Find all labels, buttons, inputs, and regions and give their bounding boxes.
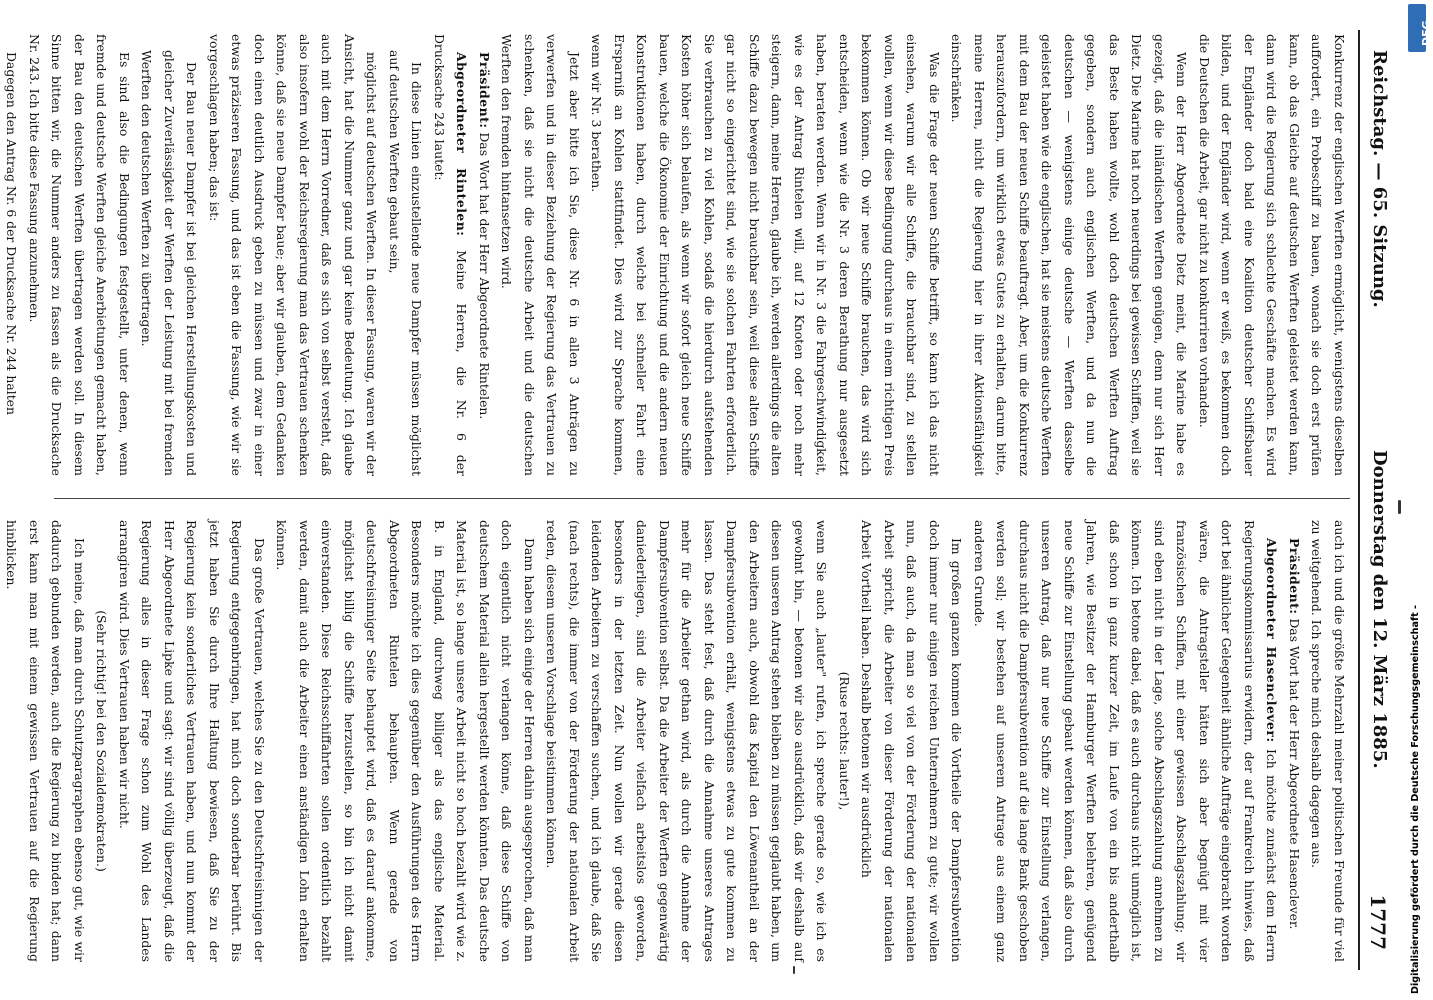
scanned-page: [4, 20, 1400, 980]
speech-text: Meine Herren, die Nr. 6 der Drucksache 243 lautet:: [432, 34, 470, 476]
dfg-logo: [1408, 4, 1433, 52]
page-header: [1358, 30, 1394, 970]
scan-speck: [1398, 500, 1401, 514]
president-remark: [1283, 520, 1306, 962]
quoted-text: Der Bau neuer Dampfer ist bei gleichen Herstellungskosten und gleicher Zuverlässigkeit der Werften der Leistung mit bei fremden Werften den deutschen Werften zu übertragen.: [139, 50, 200, 476]
speaker-name: Abgeordneter Rintelen:: [454, 52, 470, 237]
interjection: (Ruse rechts: lauter!),: [837, 671, 852, 811]
paragraph: Konkurrenz der englischen Werften ermöglicht, wenigstens dieselben auffordert, ein Probeschiff zu bauen, wonach sie doch erst prüfen kann, ob das Gleiche auf deutschen Werften geleistet werden kann, dann wird die Regierung sich schlechte Geschäfte machen. Es wird der Engländer doch bald eine Koalition deutscher Schiffsbauer bilden, und der Engländer wird, wenn er weiß, es bekommen doch die Deutschen die Arbeit, gar nicht zu konkurriren vorhanden.: [1197, 34, 1347, 476]
paragraph: auch ich und die größte Mehrzahl meiner politischen Freunde für viel zu weitgehend. Ich spreche mich deshalb dagegen aus.: [1309, 520, 1347, 962]
paragraph: Dann haben sich einige der Herren dahin ausgesprochen, daß man doch eigentlich nicht verlangen könne, daß diese Schiffe von deutschem Material allein hergestellt werden könnten. Das deutsche Material ist, so lange unsere Arbeit nicht so hoch bezahlt wird wie z. B. in England, durchweg billiger als das englische Material. Besonders möchte ich dies gegenüber den Ausführungen des Herrn Abgeordneten Rintelen behaupten. Wenn gerade von deutschfreisinniger Seite behauptet wird, daß es darauf ankomme, möglichst billig die Schiffe herzustellen, so bin ich nicht damit einverstanden. Diese Reichsschiffahrten sollen ordentlich bezahlt werden, damit auch die Arbeiter einen anständigen Lohn erhalten können.: [274, 520, 537, 962]
interjection: (Sehr richtig! bei den Sozialdemokraten.): [94, 610, 110, 872]
paragraph: möglichst auf deutschen Werften. In dieser Fassung, waren wir der Ansicht, hat die Nummer ganz und gar keine Bedeutung. Ich glaube auch mit dem Herrn Vorredner, daß es sich von selbst versteht, daß also insofern wohl der Reichsregierung man das Vertrauen schenken könne, daß sie neue Dampfer baue; aber wir glauben, dem Gedanken doch einen deutlich Ausdruck geben zu müssen und zwar in einer etwas präziseren Fassung, und das ist eben die Fassung, wie wir sie vorgeschlagen haben; das ist:: [207, 34, 380, 476]
speech-text: Ich möchte zunächst dem Herrn Regierungskommissarius erwidern, der auf Frankreich hinwies, daß dort bei ähnlicher Gelegenheit ähnliche Aufträge eingebracht worden wären, die Antragsteller hätten sich aber begnügt mit vier französischen Schiffen, mit einer gewissen Abschlagszahlung; wir sind eben nicht in der Lage, solche Abschlagszahlung annehmen zu können. Ich betone dabei, daß es auch durchaus nicht unmöglich ist, daß schon in ganz kurzer Zeit, im Laufe von ein bis anderthalb Jahren, wie Besitzer der Hamburger Werften belehren, genügend neue Schiffe zur Einstellung gebaut werden können, daß also durch unseren Antrag, daß nur neue Schiffe zur Einstellung verlangen, durchaus nicht die Dampfersubvention auf die lange Bank geschoben werden soll; wir bestehen auf unserem Antrage aus einem ganz anderen Grunde.: [972, 520, 1280, 962]
paragraph: Im großen ganzen kommen die Vortheile der Dampfersubvention doch immer nur einigen reichen Unternehmern zu gute; wir wollen nun, daß auch, da man so viel von der Förderung der nationalen Arbeit spricht, die Arbeiter von dieser Förderung der nationalen Arbeit Vortheil haben. Deshalb betonen wir ausdrücklich: [859, 520, 965, 962]
left-column: [4, 34, 1350, 476]
speaker-name: Präsident:: [1287, 538, 1302, 615]
digitization-sidebar: [1402, 0, 1432, 1000]
speaker-name: Abgeordneter Hasenclever:: [1264, 538, 1280, 743]
paragraph: Das große Vertrauen, welches Sie zu den Deutschfreisinnigen der Regierung entgegenbringen, hat mich doch sonderbar berührt. Bis jetzt haben Sie durch Ihre Haltung bewiesen, daß Sie zu der Regierung kein sonderliches Vertrauen haben, und nun kommt der Herr Abgeordnete Lipke und sagt: wir sind völlig überzeugt, daß die Regierung alles in dieser Frage schon zum Wohl des Landes arrangiren wird. Dies Vertrauen haben wir nicht.: [117, 520, 267, 962]
rintelen-speech: [428, 34, 473, 476]
header-date: Donnerstag den 12. März 1885.: [1369, 450, 1390, 769]
speech-text: Das Wort hat der Herr Abgeordnete Hasenclever.: [1287, 618, 1302, 930]
paragraph: Ich meine, daß man durch Schutzparagraphen ebenso gut, wie wir dadurch gebunden werden, auch die Regierung zu binden hat; dann erst kann man mit einem gewissen Vertrauen auf die Regierung hinblicken.: [4, 520, 87, 962]
right-column: [4, 520, 1350, 962]
funding-note: Digitalisierung gefördert durch die Deutsche Forschungsgemeinschaft -: [1410, 604, 1421, 994]
scan-speck: [793, 966, 795, 974]
paragraph: Jetzt aber bitte ich Sie, diese Nr. 6 in allen 3 Anträgen zu verwerfen und in dieser Beziehung der Regierung das Vertrauen zu schenken, daß sie nicht die deutsche Arbeit und die deutschen Werften den fremden hintansetzen wird.: [499, 34, 582, 476]
paragraph: Wenn der Herr Abgeordnete Dietz meint, die Marine habe es gezeigt, daß die inländischen Werften genügen, denn nur sich Herr Dietz. Die Marine hat noch neuerdings bei gewissen Schiffen, weil sie das Beste haben wollte, wohl doch deutschen Werften Auftrag gegeben, sondern auch englischen Werften, und da nun die deutschen — wenigstens einige deutsche — Werften dasselbe geleistet haben wie die englischen, hat sie meistens deutsche Werften mit dem Bau der neuen Schiffe beauftragt. Aber, um die Konkurrenz herauszufordern, um wirklich etwas Gutes zu erhalten, darum bitte, meine Herren, nicht die Regierung hier in ihrer Aktionsfähigkeit einschränken.: [949, 34, 1190, 476]
speaker-name: Präsident:: [477, 52, 492, 129]
paragraph: Es sind also die Bedingungen festgestellt, unter denen, wenn fremde und deutsche Werften gleiche Anerbietungen gemacht haben, der Bau den deutschen Werften übertragen werden soll. In diesem Sinne bitten wir, die Nummer anders zu fassen als die Drucksache Nr. 243. Ich bitte diese Fassung anzunehmen.: [27, 34, 132, 476]
hasenclever-speech: [968, 520, 1283, 962]
header-title: Reichstag. — 65. Sitzung.: [1369, 50, 1390, 308]
dfg-logo-text: DFG: [1420, 20, 1433, 46]
speech-text: Das Wort hat der Herr Abgeordnete Rintelen.: [477, 132, 492, 420]
paragraph: Dagegen den Antrag Nr. 6 der Drucksache Nr. 244 halten: [4, 52, 20, 415]
quoted-text: In diese Linien einzustellende neue Dampfer müssen möglichst auf deutschen Werften gebaut sein,: [387, 50, 425, 476]
paragraph: wenn Sie auch „lauter" rufen, ich spreche gerade so, wie ich es gewohnt bin, — betonen wir also ausdrücklich, daß wir deshalb auf diesen unseren Antrag stehen bleiben zu müssen geglaubt haben, um den Arbeitern auch, obwohl das Kapital den Löwenantheil an der Dampfersubvention erhält, wenigstens etwas zu gute kommen zu lassen. Das steht fest, daß durch die Annahme unseres Antrages mehr für die Arbeiter gethan wird, als durch die Annahme der Dampfersubvention selbst. Da die Arbeiter der Werften gegenwärtig daniederliegen, sind die Arbeiter vielfach arbeitslos geworden, besonders in der letzten Zeit. Nun wollen wir gerade diesen leidenden Arbeitern zu verschaffen suchen, und ich glaube, daß Sie (nach rechts), die immer von der Förderung der nationalen Arbeit reden, diesem unseren Vorschlage beistimmen können.: [544, 520, 830, 962]
page-number: 1777: [1366, 894, 1390, 950]
president-remark: [473, 34, 496, 476]
column-divider: [54, 498, 1350, 499]
paragraph: Was die Frage der neuen Schiffe betrifft, so kann ich das nicht einsehen, warum wir alle Schiffe, die brauchbar sind, zu stellen wollen, wenn wir diese Bedingung durchaus in einem richtigen Preis bekommen können. Ob wir neue Schiffe brauchen, das wird sich entscheiden, wenn wie die Nr. 3 deren Berathung nur ausgesetzt haben, beraten werden. Wenn wir in Nr. 3 die Fahrgeschwindigkeit, wie es der Antrag Rintelen will, auf 12 Knoten oder noch mehr steigern, dann, meine Herren, glaube ich, werden allerdings die alten Schiffe dazu bewegen nicht brauchbar sein, weil diese alten Schiffe gar nicht so eingerichtet sind, wie sie solchen Fahrten erforderlich. Sie verbrauchen zu viel Kohlen, sodaß die hierdurch aufstehenden Kosten höher sich belaufen, als wenn wir sofort gleich neue Schiffe bauen, welche die Ökonomie der Einrichtung und die andern neuen Konstruktionen haben, durch welche bei schneller Fahrt eine Ersparniß an Kohlen stattfindet. Dies wird zur Sprache kommen, wenn wir Nr. 3 berathen.: [589, 34, 942, 476]
